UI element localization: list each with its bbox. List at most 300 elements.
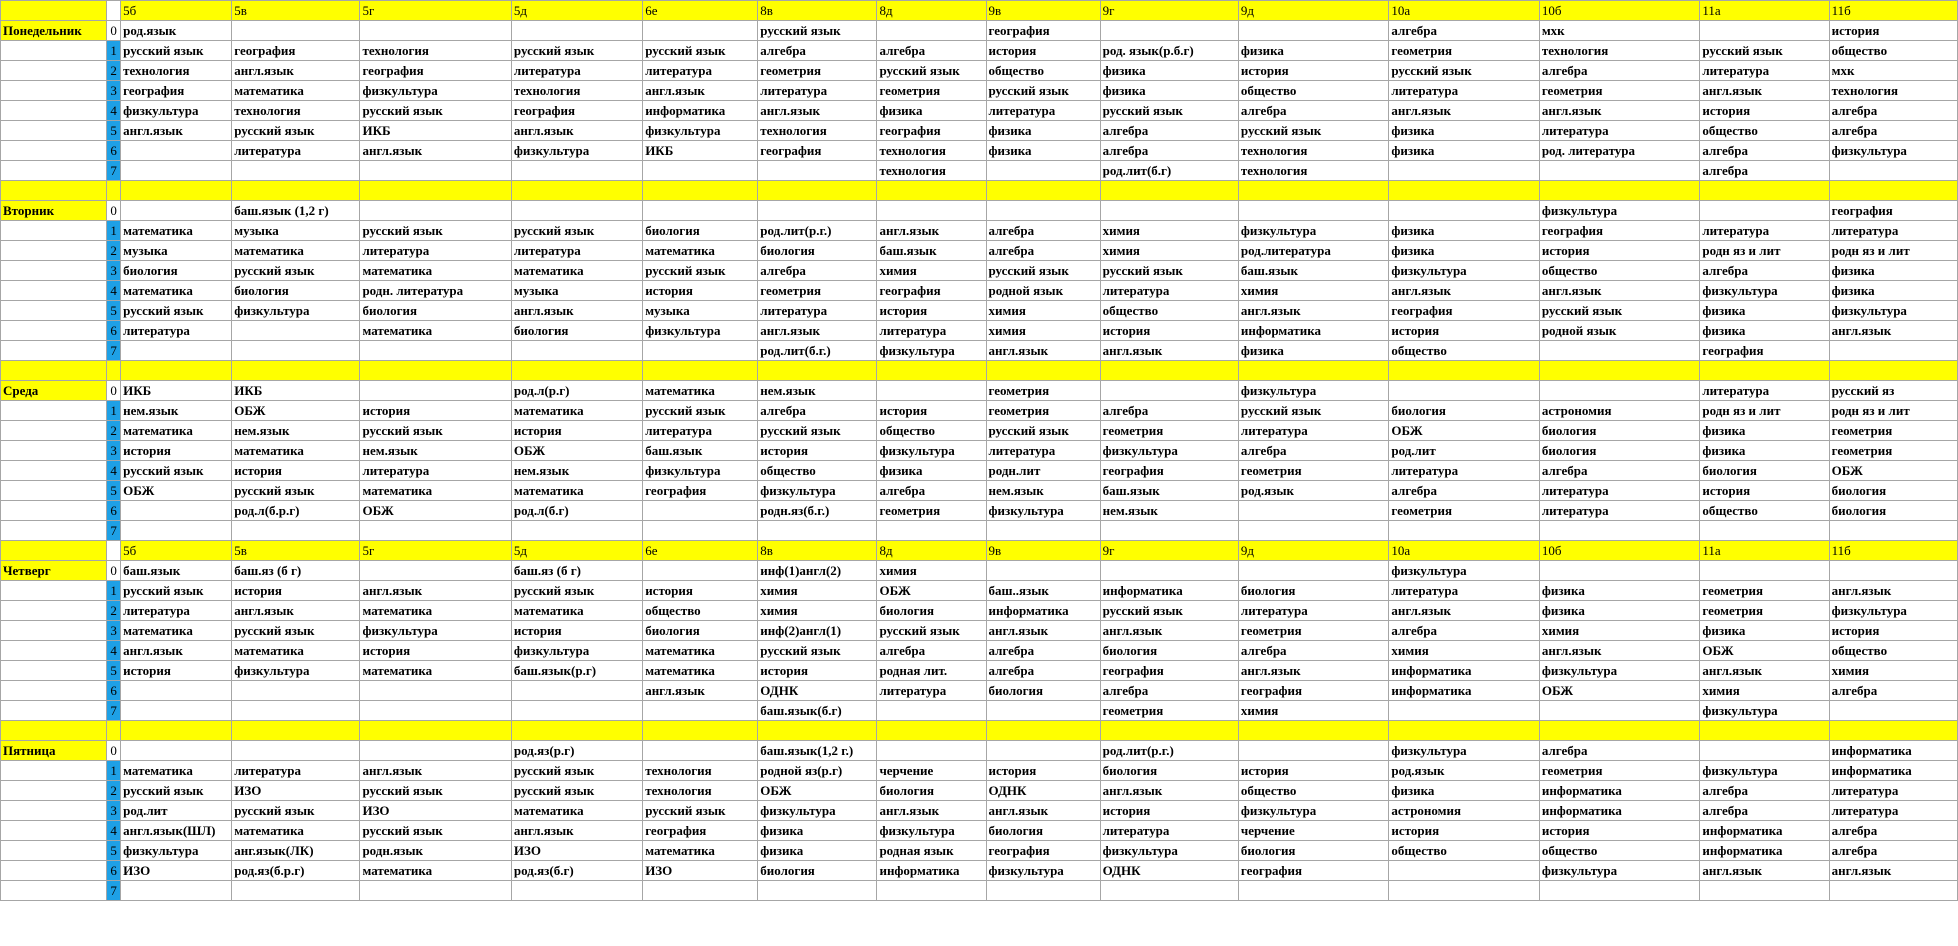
subject-cell[interactable] bbox=[986, 361, 1100, 381]
subject-cell[interactable]: информатика bbox=[1829, 741, 1957, 761]
class-header-cell[interactable]: 10а bbox=[1389, 541, 1539, 561]
subject-cell[interactable]: литература bbox=[1829, 221, 1957, 241]
subject-cell[interactable]: физика bbox=[1539, 581, 1700, 601]
lesson-number-cell[interactable]: 0 bbox=[107, 561, 121, 581]
subject-cell[interactable] bbox=[1100, 181, 1238, 201]
subject-cell[interactable]: астрономия bbox=[1539, 401, 1700, 421]
day-name-cell[interactable] bbox=[1, 681, 107, 701]
subject-cell[interactable]: химия bbox=[1100, 241, 1238, 261]
subject-cell[interactable]: литература bbox=[121, 321, 232, 341]
class-header-cell[interactable]: 9д bbox=[1238, 541, 1388, 561]
subject-cell[interactable]: физкультура bbox=[1829, 141, 1957, 161]
subject-cell[interactable]: геометрия bbox=[1238, 621, 1388, 641]
subject-cell[interactable] bbox=[232, 721, 360, 741]
subject-cell[interactable]: математика bbox=[360, 261, 511, 281]
day-name-cell[interactable] bbox=[1, 721, 107, 741]
subject-cell[interactable]: технология bbox=[1539, 41, 1700, 61]
subject-cell[interactable]: русский язык bbox=[360, 781, 511, 801]
subject-cell[interactable] bbox=[1700, 201, 1829, 221]
subject-cell[interactable]: биология bbox=[986, 681, 1100, 701]
subject-cell[interactable]: баш.язык bbox=[877, 241, 986, 261]
lesson-number-cell[interactable]: 6 bbox=[107, 681, 121, 701]
subject-cell[interactable] bbox=[1389, 161, 1539, 181]
subject-cell[interactable] bbox=[1539, 341, 1700, 361]
subject-cell[interactable]: математика bbox=[511, 481, 642, 501]
subject-cell[interactable]: информатика bbox=[643, 101, 758, 121]
day-name-cell[interactable] bbox=[1, 81, 107, 101]
subject-cell[interactable] bbox=[360, 701, 511, 721]
subject-cell[interactable]: география bbox=[877, 121, 986, 141]
subject-cell[interactable]: биология bbox=[1829, 481, 1957, 501]
subject-cell[interactable]: баш.яз (б г) bbox=[232, 561, 360, 581]
subject-cell[interactable]: баш.язык (1,2 г) bbox=[232, 201, 360, 221]
day-name-cell[interactable]: Пятница bbox=[1, 741, 107, 761]
subject-cell[interactable]: физкультура bbox=[121, 101, 232, 121]
subject-cell[interactable] bbox=[643, 501, 758, 521]
subject-cell[interactable]: физика bbox=[758, 821, 877, 841]
subject-cell[interactable]: география bbox=[1700, 341, 1829, 361]
subject-cell[interactable] bbox=[232, 881, 360, 901]
subject-cell[interactable]: алгебра bbox=[1238, 441, 1388, 461]
subject-cell[interactable]: биология bbox=[1100, 641, 1238, 661]
subject-cell[interactable]: черчение bbox=[877, 761, 986, 781]
subject-cell[interactable]: физкультура bbox=[643, 121, 758, 141]
class-header-cell[interactable]: 11б bbox=[1829, 1, 1957, 21]
subject-cell[interactable]: биология bbox=[643, 221, 758, 241]
subject-cell[interactable]: физкультура bbox=[1238, 381, 1388, 401]
subject-cell[interactable]: русский язык bbox=[232, 801, 360, 821]
subject-cell[interactable] bbox=[986, 741, 1100, 761]
subject-cell[interactable]: род.яз(б.р.г) bbox=[232, 861, 360, 881]
subject-cell[interactable]: биология bbox=[877, 601, 986, 621]
subject-cell[interactable] bbox=[511, 521, 642, 541]
subject-cell[interactable] bbox=[232, 701, 360, 721]
subject-cell[interactable]: англ.язык bbox=[643, 681, 758, 701]
subject-cell[interactable]: литература bbox=[1389, 581, 1539, 601]
lesson-number-cell[interactable]: 0 bbox=[107, 21, 121, 41]
subject-cell[interactable]: история bbox=[1100, 321, 1238, 341]
subject-cell[interactable]: физика bbox=[1700, 321, 1829, 341]
subject-cell[interactable] bbox=[1700, 881, 1829, 901]
subject-cell[interactable]: литература bbox=[232, 761, 360, 781]
subject-cell[interactable]: русский язык bbox=[360, 101, 511, 121]
day-name-cell[interactable] bbox=[1, 61, 107, 81]
lesson-number-cell[interactable]: 2 bbox=[107, 781, 121, 801]
subject-cell[interactable] bbox=[877, 701, 986, 721]
subject-cell[interactable] bbox=[877, 521, 986, 541]
subject-cell[interactable]: история bbox=[986, 41, 1100, 61]
subject-cell[interactable]: физкультура bbox=[1389, 561, 1539, 581]
subject-cell[interactable]: англ.язык bbox=[1539, 281, 1700, 301]
subject-cell[interactable]: литература bbox=[1389, 461, 1539, 481]
subject-cell[interactable] bbox=[1238, 361, 1388, 381]
subject-cell[interactable]: физкультура bbox=[1539, 661, 1700, 681]
lesson-number-cell[interactable]: 3 bbox=[107, 81, 121, 101]
subject-cell[interactable]: англ.язык bbox=[511, 121, 642, 141]
subject-cell[interactable]: англ.язык bbox=[1389, 601, 1539, 621]
subject-cell[interactable]: русский язык bbox=[643, 801, 758, 821]
subject-cell[interactable]: англ.язык bbox=[877, 801, 986, 821]
subject-cell[interactable]: нем.язык bbox=[986, 481, 1100, 501]
subject-cell[interactable] bbox=[758, 181, 877, 201]
subject-cell[interactable] bbox=[986, 201, 1100, 221]
subject-cell[interactable]: алгебра bbox=[758, 41, 877, 61]
subject-cell[interactable] bbox=[232, 21, 360, 41]
subject-cell[interactable]: ИЗО bbox=[511, 841, 642, 861]
day-name-cell[interactable] bbox=[1, 301, 107, 321]
subject-cell[interactable]: ОДНК bbox=[758, 681, 877, 701]
subject-cell[interactable]: геометрия bbox=[1829, 441, 1957, 461]
subject-cell[interactable]: черчение bbox=[1238, 821, 1388, 841]
subject-cell[interactable]: физкультура bbox=[1389, 261, 1539, 281]
subject-cell[interactable]: общество bbox=[1389, 841, 1539, 861]
subject-cell[interactable]: англ.язык bbox=[511, 301, 642, 321]
subject-cell[interactable]: информатика bbox=[1389, 681, 1539, 701]
subject-cell[interactable] bbox=[1238, 721, 1388, 741]
subject-cell[interactable]: литература bbox=[643, 61, 758, 81]
subject-cell[interactable]: род.яз(р.г) bbox=[511, 741, 642, 761]
day-name-cell[interactable] bbox=[1, 101, 107, 121]
subject-cell[interactable]: литература bbox=[758, 301, 877, 321]
subject-cell[interactable]: русский язык bbox=[232, 121, 360, 141]
subject-cell[interactable]: русский язык bbox=[643, 401, 758, 421]
subject-cell[interactable]: алгебра bbox=[1700, 801, 1829, 821]
subject-cell[interactable] bbox=[1100, 881, 1238, 901]
subject-cell[interactable] bbox=[877, 181, 986, 201]
subject-cell[interactable] bbox=[1700, 181, 1829, 201]
subject-cell[interactable] bbox=[1100, 381, 1238, 401]
subject-cell[interactable]: физкультура bbox=[511, 141, 642, 161]
subject-cell[interactable] bbox=[360, 521, 511, 541]
subject-cell[interactable] bbox=[1829, 161, 1957, 181]
subject-cell[interactable]: физика bbox=[758, 841, 877, 861]
subject-cell[interactable] bbox=[1829, 521, 1957, 541]
subject-cell[interactable]: русский язык bbox=[643, 41, 758, 61]
subject-cell[interactable]: русский язык bbox=[1100, 601, 1238, 621]
subject-cell[interactable]: алгебра bbox=[1100, 121, 1238, 141]
subject-cell[interactable]: литература bbox=[1539, 481, 1700, 501]
lesson-number-cell[interactable]: 6 bbox=[107, 141, 121, 161]
class-header-cell[interactable]: 5г bbox=[360, 1, 511, 21]
subject-cell[interactable]: алгебра bbox=[986, 641, 1100, 661]
class-header-cell[interactable]: 8в bbox=[758, 541, 877, 561]
subject-cell[interactable]: русский язык bbox=[877, 61, 986, 81]
subject-cell[interactable]: химия bbox=[986, 301, 1100, 321]
subject-cell[interactable]: алгебра bbox=[1100, 401, 1238, 421]
subject-cell[interactable]: род.язык bbox=[1238, 481, 1388, 501]
subject-cell[interactable]: общество bbox=[1539, 841, 1700, 861]
subject-cell[interactable]: физика bbox=[1238, 341, 1388, 361]
day-name-cell[interactable] bbox=[1, 221, 107, 241]
subject-cell[interactable]: технология bbox=[643, 761, 758, 781]
subject-cell[interactable] bbox=[360, 681, 511, 701]
day-name-cell[interactable] bbox=[1, 361, 107, 381]
subject-cell[interactable]: математика bbox=[360, 481, 511, 501]
subject-cell[interactable] bbox=[360, 161, 511, 181]
subject-cell[interactable]: русский язык bbox=[758, 21, 877, 41]
subject-cell[interactable]: физкультура bbox=[1539, 861, 1700, 881]
subject-cell[interactable] bbox=[1539, 561, 1700, 581]
subject-cell[interactable]: родная лит. bbox=[877, 661, 986, 681]
subject-cell[interactable] bbox=[360, 341, 511, 361]
subject-cell[interactable]: русский язык bbox=[232, 481, 360, 501]
subject-cell[interactable]: англ.язык bbox=[232, 61, 360, 81]
subject-cell[interactable]: история bbox=[643, 581, 758, 601]
subject-cell[interactable] bbox=[1829, 181, 1957, 201]
subject-cell[interactable]: родная язык bbox=[877, 841, 986, 861]
subject-cell[interactable]: общество bbox=[1389, 341, 1539, 361]
subject-cell[interactable]: математика bbox=[511, 261, 642, 281]
subject-cell[interactable]: физкультура bbox=[758, 481, 877, 501]
subject-cell[interactable]: литература bbox=[360, 461, 511, 481]
subject-cell[interactable]: алгебра bbox=[758, 401, 877, 421]
subject-cell[interactable]: история bbox=[1238, 61, 1388, 81]
subject-cell[interactable]: англ.язык bbox=[121, 641, 232, 661]
subject-cell[interactable] bbox=[877, 881, 986, 901]
lesson-number-cell[interactable]: 7 bbox=[107, 521, 121, 541]
subject-cell[interactable]: нем.язык bbox=[232, 421, 360, 441]
subject-cell[interactable]: литература bbox=[1700, 221, 1829, 241]
subject-cell[interactable]: математика bbox=[360, 861, 511, 881]
lesson-number-cell[interactable]: 3 bbox=[107, 261, 121, 281]
subject-cell[interactable]: физика bbox=[877, 461, 986, 481]
subject-cell[interactable] bbox=[1539, 521, 1700, 541]
subject-cell[interactable]: география bbox=[877, 281, 986, 301]
subject-cell[interactable]: русский язык bbox=[877, 621, 986, 641]
day-name-cell[interactable] bbox=[1, 881, 107, 901]
subject-cell[interactable] bbox=[1829, 361, 1957, 381]
subject-cell[interactable] bbox=[1700, 561, 1829, 581]
day-name-cell[interactable] bbox=[1, 281, 107, 301]
subject-cell[interactable]: математика bbox=[643, 641, 758, 661]
subject-cell[interactable]: англ.язык(ШЛ) bbox=[121, 821, 232, 841]
subject-cell[interactable] bbox=[1539, 881, 1700, 901]
subject-cell[interactable]: математика bbox=[121, 221, 232, 241]
subject-cell[interactable]: геометрия bbox=[877, 81, 986, 101]
class-header-cell[interactable]: 9г bbox=[1100, 541, 1238, 561]
subject-cell[interactable]: математика bbox=[511, 801, 642, 821]
subject-cell[interactable] bbox=[877, 381, 986, 401]
subject-cell[interactable] bbox=[643, 561, 758, 581]
subject-cell[interactable] bbox=[121, 701, 232, 721]
subject-cell[interactable]: русский язык bbox=[1100, 261, 1238, 281]
subject-cell[interactable] bbox=[232, 681, 360, 701]
subject-cell[interactable]: биология bbox=[1539, 421, 1700, 441]
subject-cell[interactable]: физика bbox=[1389, 781, 1539, 801]
subject-cell[interactable]: литература bbox=[232, 141, 360, 161]
subject-cell[interactable] bbox=[1238, 881, 1388, 901]
subject-cell[interactable]: биология bbox=[511, 321, 642, 341]
subject-cell[interactable] bbox=[877, 361, 986, 381]
subject-cell[interactable] bbox=[877, 741, 986, 761]
subject-cell[interactable]: литература bbox=[511, 241, 642, 261]
subject-cell[interactable]: алгебра bbox=[1700, 781, 1829, 801]
subject-cell[interactable]: математика bbox=[121, 421, 232, 441]
subject-cell[interactable]: технология bbox=[511, 81, 642, 101]
subject-cell[interactable]: физкультура bbox=[511, 641, 642, 661]
lesson-number-cell[interactable]: 7 bbox=[107, 881, 121, 901]
subject-cell[interactable]: математика bbox=[121, 761, 232, 781]
subject-cell[interactable]: география bbox=[1829, 201, 1957, 221]
subject-cell[interactable]: физкультура bbox=[232, 661, 360, 681]
subject-cell[interactable]: литература bbox=[877, 321, 986, 341]
subject-cell[interactable]: род.лит bbox=[1389, 441, 1539, 461]
subject-cell[interactable]: физика bbox=[877, 101, 986, 121]
lesson-number-cell[interactable]: 6 bbox=[107, 861, 121, 881]
subject-cell[interactable]: физкультура bbox=[360, 81, 511, 101]
subject-cell[interactable]: баш.язык bbox=[1100, 481, 1238, 501]
subject-cell[interactable]: род.л(б.г) bbox=[511, 501, 642, 521]
day-name-cell[interactable] bbox=[1, 341, 107, 361]
subject-cell[interactable]: физкультура bbox=[1700, 761, 1829, 781]
subject-cell[interactable]: общество bbox=[877, 421, 986, 441]
subject-cell[interactable]: математика bbox=[643, 661, 758, 681]
lesson-number-cell[interactable]: 0 bbox=[107, 381, 121, 401]
subject-cell[interactable]: математика bbox=[360, 661, 511, 681]
subject-cell[interactable]: математика bbox=[360, 601, 511, 621]
subject-cell[interactable]: физика bbox=[1700, 441, 1829, 461]
subject-cell[interactable]: родной язык bbox=[986, 281, 1100, 301]
subject-cell[interactable]: география bbox=[986, 841, 1100, 861]
subject-cell[interactable]: англ.язык bbox=[1238, 661, 1388, 681]
subject-cell[interactable]: ОБЖ bbox=[121, 481, 232, 501]
subject-cell[interactable] bbox=[511, 681, 642, 701]
subject-cell[interactable]: алгебра bbox=[986, 221, 1100, 241]
subject-cell[interactable]: англ.язык bbox=[643, 81, 758, 101]
subject-cell[interactable]: русский язык bbox=[1700, 41, 1829, 61]
subject-cell[interactable] bbox=[121, 721, 232, 741]
subject-cell[interactable]: русский язык bbox=[121, 41, 232, 61]
subject-cell[interactable]: англ.язык bbox=[758, 101, 877, 121]
subject-cell[interactable]: физкультура bbox=[1539, 201, 1700, 221]
subject-cell[interactable]: англ.язык bbox=[1100, 781, 1238, 801]
subject-cell[interactable]: математика bbox=[643, 241, 758, 261]
subject-cell[interactable]: физика bbox=[1238, 41, 1388, 61]
subject-cell[interactable] bbox=[1829, 881, 1957, 901]
day-name-cell[interactable] bbox=[1, 581, 107, 601]
subject-cell[interactable]: биология bbox=[758, 861, 877, 881]
subject-cell[interactable]: литература bbox=[877, 681, 986, 701]
subject-cell[interactable] bbox=[1539, 161, 1700, 181]
subject-cell[interactable]: математика bbox=[121, 621, 232, 641]
subject-cell[interactable]: общество bbox=[986, 61, 1100, 81]
subject-cell[interactable] bbox=[1829, 721, 1957, 741]
subject-cell[interactable] bbox=[360, 561, 511, 581]
subject-cell[interactable]: физкультура bbox=[360, 621, 511, 641]
subject-cell[interactable]: математика bbox=[511, 601, 642, 621]
subject-cell[interactable]: математика bbox=[232, 441, 360, 461]
subject-cell[interactable]: русский язык bbox=[758, 641, 877, 661]
subject-cell[interactable]: история bbox=[360, 641, 511, 661]
subject-cell[interactable] bbox=[877, 721, 986, 741]
subject-cell[interactable]: история bbox=[1389, 321, 1539, 341]
subject-cell[interactable] bbox=[643, 21, 758, 41]
subject-cell[interactable]: физкультура bbox=[986, 861, 1100, 881]
subject-cell[interactable]: литература bbox=[1539, 121, 1700, 141]
lesson-number-cell[interactable]: 1 bbox=[107, 401, 121, 421]
lesson-number-cell[interactable]: 3 bbox=[107, 801, 121, 821]
subject-cell[interactable]: русский язык bbox=[360, 421, 511, 441]
class-header-cell[interactable]: 5в bbox=[232, 1, 360, 21]
subject-cell[interactable]: литература bbox=[986, 441, 1100, 461]
day-name-cell[interactable] bbox=[1, 761, 107, 781]
subject-cell[interactable]: алгебра bbox=[1238, 641, 1388, 661]
subject-cell[interactable]: химия bbox=[877, 561, 986, 581]
class-header-cell[interactable]: 5б bbox=[121, 541, 232, 561]
subject-cell[interactable]: технология bbox=[1829, 81, 1957, 101]
subject-cell[interactable]: химия bbox=[1539, 621, 1700, 641]
subject-cell[interactable]: ОБЖ bbox=[758, 781, 877, 801]
subject-cell[interactable] bbox=[232, 181, 360, 201]
subject-cell[interactable]: род. литература bbox=[1539, 141, 1700, 161]
subject-cell[interactable]: родн.яз(б.г.) bbox=[758, 501, 877, 521]
subject-cell[interactable]: биология bbox=[1389, 401, 1539, 421]
day-name-cell[interactable] bbox=[1, 401, 107, 421]
lesson-number-cell[interactable]: 5 bbox=[107, 661, 121, 681]
class-header-cell[interactable]: 8д bbox=[877, 1, 986, 21]
subject-cell[interactable]: технология bbox=[232, 101, 360, 121]
subject-cell[interactable]: русский язык bbox=[121, 301, 232, 321]
subject-cell[interactable]: литература bbox=[121, 601, 232, 621]
class-header-cell[interactable]: 5д bbox=[511, 541, 642, 561]
subject-cell[interactable]: англ.язык bbox=[1100, 341, 1238, 361]
lesson-number-cell[interactable]: 4 bbox=[107, 461, 121, 481]
subject-cell[interactable]: русский язык bbox=[1389, 61, 1539, 81]
class-header-cell[interactable]: 8д bbox=[877, 541, 986, 561]
subject-cell[interactable]: физика bbox=[1700, 421, 1829, 441]
subject-cell[interactable] bbox=[121, 341, 232, 361]
subject-cell[interactable]: родн яз и лит bbox=[1700, 401, 1829, 421]
subject-cell[interactable]: история bbox=[643, 281, 758, 301]
subject-cell[interactable]: англ.язык bbox=[1829, 861, 1957, 881]
subject-cell[interactable]: литература bbox=[1539, 501, 1700, 521]
day-name-cell[interactable] bbox=[1, 781, 107, 801]
lesson-number-cell[interactable]: 6 bbox=[107, 321, 121, 341]
subject-cell[interactable]: ИКБ bbox=[232, 381, 360, 401]
subject-cell[interactable]: география bbox=[232, 41, 360, 61]
subject-cell[interactable] bbox=[232, 321, 360, 341]
subject-cell[interactable] bbox=[758, 521, 877, 541]
subject-cell[interactable]: русский язык bbox=[232, 261, 360, 281]
subject-cell[interactable]: русский язык bbox=[360, 221, 511, 241]
subject-cell[interactable]: физкультура bbox=[643, 321, 758, 341]
subject-cell[interactable]: биология bbox=[232, 281, 360, 301]
subject-cell[interactable]: баш.язык bbox=[121, 561, 232, 581]
subject-cell[interactable]: геометрия bbox=[1238, 461, 1388, 481]
subject-cell[interactable]: русский язык bbox=[1238, 401, 1388, 421]
subject-cell[interactable] bbox=[986, 721, 1100, 741]
subject-cell[interactable]: математика bbox=[121, 281, 232, 301]
subject-cell[interactable]: нем.язык bbox=[360, 441, 511, 461]
subject-cell[interactable] bbox=[1389, 861, 1539, 881]
subject-cell[interactable]: физика bbox=[1539, 601, 1700, 621]
class-header-cell[interactable]: 10б bbox=[1539, 1, 1700, 21]
subject-cell[interactable] bbox=[360, 181, 511, 201]
subject-cell[interactable]: история bbox=[360, 401, 511, 421]
subject-cell[interactable]: русский язык bbox=[511, 781, 642, 801]
subject-cell[interactable]: родной язык bbox=[1539, 321, 1700, 341]
subject-cell[interactable]: общество bbox=[1238, 81, 1388, 101]
subject-cell[interactable]: математика bbox=[511, 401, 642, 421]
subject-cell[interactable]: технология bbox=[877, 161, 986, 181]
subject-cell[interactable] bbox=[986, 161, 1100, 181]
subject-cell[interactable]: литература bbox=[643, 421, 758, 441]
subject-cell[interactable]: алгебра bbox=[877, 481, 986, 501]
subject-cell[interactable]: физкультура bbox=[1238, 801, 1388, 821]
class-header-cell[interactable]: 11б bbox=[1829, 541, 1957, 561]
subject-cell[interactable]: англ.язык bbox=[1100, 621, 1238, 641]
lesson-number-cell[interactable]: 3 bbox=[107, 621, 121, 641]
